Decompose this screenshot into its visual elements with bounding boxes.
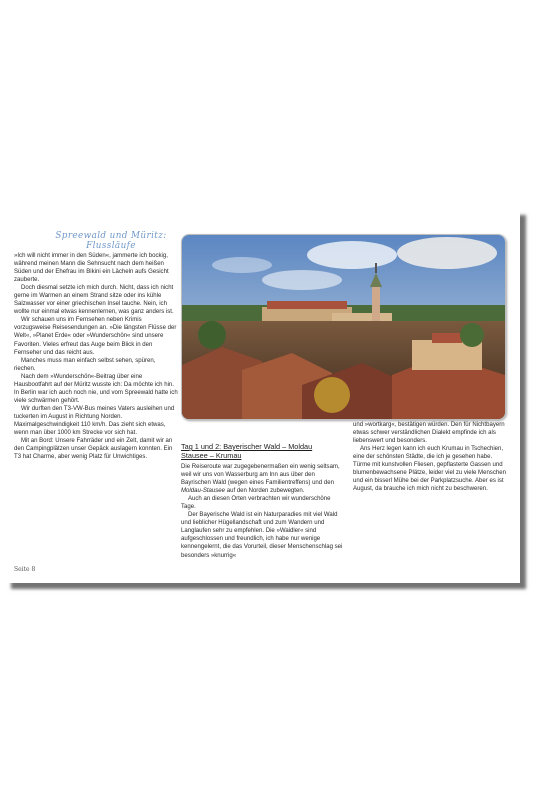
town-photo-illustration — [182, 235, 505, 419]
chapter-title-line1: Spreewald und Müritz: — [55, 231, 167, 241]
day-heading-line1: Tag 1 und 2: Bayerischer Wald – Moldau — [181, 442, 313, 451]
paragraph-text: auf den Norden zubewegten. — [225, 488, 305, 495]
paragraph: »Ich will nicht immer in den Süden«, jammerte ich bockig, während meinen Mann die Sehnsucht nach dem heißen Süden und der Ehefrau im Bikini ein Lächeln aufs Gesicht zauberte. — [14, 253, 169, 284]
page-number: Seite 8 — [14, 566, 36, 573]
paragraph: Ans Herz legen kann ich euch Krumau in Tschechien, eine der schönsten Städte, die ich je gesehen habe. Türme mit kunstvollen Fliesen, gepflasterte Gassen und blumenbewachsene Plätze, leider viel zu viele Menschen und ein bisserl Mühe bei der Parkplatzsuche. Aber es ist August, da brauche ich mich nicht zu beschweren. — [353, 446, 506, 493]
paragraph: Doch diesmal setzte ich mich durch. Nicht, dass ich nicht gerne im Warmen an einem Strand sitze oder ins kühle Salzwasser vor einer griechischen Insel tauche. Nein, ich wollte nur einmal etwas kennenlernen, was ganz anders ist. — [14, 285, 174, 316]
paragraph — [181, 463, 343, 495]
paragraph: Wir schauen uns im Fernsehen neben Krimis vorzugsweise Reisesendungen an. »Die längsten Flüsse der Welt«, »Planet Erde« oder »Wunderschön« sind unsere Favoriten. Vieles erfreut das Auge beim Blick in den Fernseher und das reicht aus. — [14, 317, 177, 356]
day-heading — [181, 442, 343, 460]
italic-place-name: Moldau-Stausee — [181, 488, 226, 495]
paragraph: und »wortkarg«, bestätigen würden. Den für Nichtbayern etwas schwer verständlichen Dialekt empfinde ich als liebenswert und besonders. — [353, 422, 505, 445]
book-page — [5, 209, 520, 583]
paragraph: Nach dem »Wunderschön«-Beitrag über eine Hausbootfahrt auf der Müritz wusste ich: Da möchte ich hin. In Berlin war ich auch noch nie, und vom Spreewald hatte ich viele schwärmen gehört. — [14, 373, 178, 404]
day-heading-line2: Stausee – Krumau — [181, 451, 242, 460]
right-text-column — [353, 421, 511, 493]
krumau-town-photo — [181, 234, 506, 420]
left-text-column — [14, 252, 178, 461]
paragraph: Wir durften den T3-VW-Bus meines Vaters ausleihen und tuckerten im August in Richtung Norden. Maximalgeschwindigkeit 110 km/h. Das zieht sich etwas, wenn man über 1000 km Strecke vor sich hat. — [14, 405, 175, 437]
paragraph: Der Bayerische Wald ist ein Naturparadies mit viel Wald und lieblicher Hügellandschaft und zum Wandern und Langlaufen sehr zu empfehlen. Die »Waidler« sind aufgeschlossen und freundlich, ich habe nur wenige kennengelernt, die das Vorurteil, dieser Menschenschlag sei besonders »knurrig« — [181, 512, 343, 559]
paragraph-text: Die Reiseroute war zugegebenermaßen ein wenig seltsam, weil wir uns von Wasserburg am Inn aus über den Bayrischen Wald (wegen eines Familientreffens) und den — [181, 464, 340, 487]
middle-text-column — [181, 442, 343, 560]
paragraph: Auch an diesen Orten verbrachten wir wunderschöne Tage. — [181, 496, 331, 511]
chapter-title-line2: Flussläufe — [86, 241, 136, 251]
paragraph: Manches muss man einfach selbst sehen, spüren, riechen. — [14, 357, 156, 372]
chapter-title — [41, 231, 181, 251]
paragraph: Mit an Bord: Unsere Fahrräder und ein Zelt, damit wir an den Campingplätzen unser Gepäck auslagern konnten. Ein T3 hat Charme, aber wenig Platz für Unwichtiges. — [14, 438, 173, 461]
